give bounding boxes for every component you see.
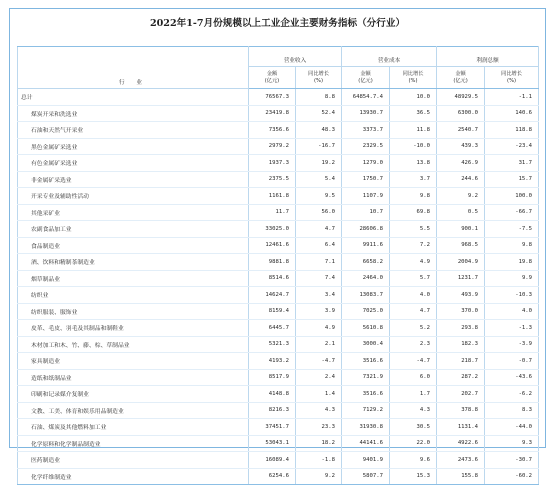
cell-cost-growth: 3.7: [390, 171, 437, 188]
cell-profit-growth: -30.7: [485, 452, 539, 469]
cell-cost-growth: -4.7: [390, 353, 437, 370]
industry-name: 煤炭开采和洗选业: [18, 105, 249, 122]
cell-profit-growth: 8.3: [485, 402, 539, 419]
column-header-revenue-amount: 金额 (亿元): [249, 67, 296, 89]
industry-name: 皮革、毛皮、羽毛及其制品和制鞋业: [18, 320, 249, 337]
cell-cost-growth: 4.9: [390, 254, 437, 271]
cell-cost-amount: 3516.6: [342, 386, 390, 403]
cell-cost-growth: 36.5: [390, 105, 437, 122]
table-row: [18, 336, 539, 353]
cell-cost-amount: 2329.5: [342, 138, 390, 155]
industry-name: 开采专业及辅助性活动: [18, 188, 249, 205]
cell-cost-growth: 15.3: [390, 468, 437, 485]
cell-cost-growth: -10.0: [390, 138, 437, 155]
table-row: [18, 452, 539, 469]
cell-profit-amount: 968.5: [437, 237, 485, 254]
cell-revenue-growth: 1.4: [296, 386, 342, 403]
cell-revenue-growth: 52.4: [296, 105, 342, 122]
table-frame: [9, 8, 546, 481]
cell-cost-amount: 1279.0: [342, 155, 390, 172]
table-row: [18, 303, 539, 320]
table-row: [18, 468, 539, 485]
cell-revenue-amount: 7356.6: [249, 122, 296, 139]
cell-profit-growth: -10.3: [485, 287, 539, 304]
cell-revenue-amount: 11.7: [249, 204, 296, 221]
cell-revenue-growth: 48.3: [296, 122, 342, 139]
cell-profit-amount: 48929.5: [437, 89, 485, 106]
table-row: [18, 419, 539, 436]
cell-cost-amount: 7321.9: [342, 369, 390, 386]
cell-cost-growth: 11.8: [390, 122, 437, 139]
cell-revenue-amount: 76567.3: [249, 89, 296, 106]
cell-revenue-growth: 6.4: [296, 237, 342, 254]
cell-revenue-growth: 8.8: [296, 89, 342, 106]
cell-cost-amount: 44141.6: [342, 435, 390, 452]
table-row: [18, 270, 539, 287]
cell-profit-amount: 439.3: [437, 138, 485, 155]
industry-name: 其他采矿业: [18, 204, 249, 221]
cell-profit-amount: 426.9: [437, 155, 485, 172]
cell-profit-amount: 900.1: [437, 221, 485, 238]
cell-cost-amount: 13083.7: [342, 287, 390, 304]
cell-profit-growth: -66.7: [485, 204, 539, 221]
cell-profit-amount: 287.2: [437, 369, 485, 386]
table-row: [18, 171, 539, 188]
page-title: 2022年1-7月份规模以上工业企业主要财务指标（分行业）: [149, 18, 406, 29]
column-header-profit-amount: 金额 (亿元): [437, 67, 485, 89]
cell-cost-growth: 7.2: [390, 237, 437, 254]
cell-revenue-amount: 23419.8: [249, 105, 296, 122]
cell-revenue-growth: 5.4: [296, 171, 342, 188]
cell-revenue-amount: 14624.7: [249, 287, 296, 304]
cell-cost-growth: 2.3: [390, 336, 437, 353]
cell-cost-amount: 3516.6: [342, 353, 390, 370]
cell-profit-growth: 118.8: [485, 122, 539, 139]
table-row: [18, 89, 539, 106]
industry-name: 印刷和记录媒介复制业: [18, 386, 249, 403]
industry-name: 石油、煤炭及其他燃料加工业: [18, 419, 249, 436]
cell-cost-amount: 5807.7: [342, 468, 390, 485]
cell-cost-growth: 5.5: [390, 221, 437, 238]
cell-revenue-amount: 6254.6: [249, 468, 296, 485]
cell-profit-amount: 1131.4: [437, 419, 485, 436]
cell-revenue-growth: 3.4: [296, 287, 342, 304]
cell-cost-growth: 4.3: [390, 402, 437, 419]
cell-profit-amount: 2473.6: [437, 452, 485, 469]
cell-revenue-amount: 1937.3: [249, 155, 296, 172]
industry-name: 医药制造业: [18, 452, 249, 469]
column-header-cost-growth: 同比增长 (%): [390, 67, 437, 89]
industry-name: 酒、饮料和精制茶制造业: [18, 254, 249, 271]
cell-revenue-growth: 19.2: [296, 155, 342, 172]
cell-cost-growth: 6.0: [390, 369, 437, 386]
cell-revenue-amount: 33025.0: [249, 221, 296, 238]
industry-name: 化学原料和化学制品制造业: [18, 435, 249, 452]
cell-cost-amount: 5610.8: [342, 320, 390, 337]
cell-revenue-growth: 23.3: [296, 419, 342, 436]
cell-revenue-growth: 56.0: [296, 204, 342, 221]
cell-revenue-growth: 2.4: [296, 369, 342, 386]
cell-revenue-growth: 4.7: [296, 221, 342, 238]
cell-profit-amount: 4922.6: [437, 435, 485, 452]
table-row: [18, 122, 539, 139]
table-row: [18, 402, 539, 419]
table-row: [18, 435, 539, 452]
cell-revenue-growth: -1.8: [296, 452, 342, 469]
cell-cost-amount: 9401.9: [342, 452, 390, 469]
cell-cost-growth: 1.7: [390, 386, 437, 403]
cell-cost-amount: 7129.2: [342, 402, 390, 419]
table-row: [18, 386, 539, 403]
cell-revenue-growth: 7.1: [296, 254, 342, 271]
table-row: [18, 320, 539, 337]
industry-name: 黑色金属矿采选业: [18, 138, 249, 155]
cell-revenue-growth: -16.7: [296, 138, 342, 155]
cell-profit-growth: -60.2: [485, 468, 539, 485]
cell-profit-amount: 293.8: [437, 320, 485, 337]
column-header-industry: 行 业: [18, 47, 249, 89]
cell-profit-amount: 6300.0: [437, 105, 485, 122]
column-header-revenue-growth: 同比增长 (%): [296, 67, 342, 89]
cell-revenue-growth: 18.2: [296, 435, 342, 452]
industry-name: 非金属矿采选业: [18, 171, 249, 188]
table-row: [18, 237, 539, 254]
cell-profit-growth: -3.9: [485, 336, 539, 353]
cell-profit-amount: 218.7: [437, 353, 485, 370]
cell-cost-amount: 28606.8: [342, 221, 390, 238]
cell-revenue-growth: 4.3: [296, 402, 342, 419]
industry-name: 造纸和纸制品业: [18, 369, 249, 386]
cell-profit-growth: 4.0: [485, 303, 539, 320]
cell-cost-growth: 5.7: [390, 270, 437, 287]
cell-revenue-growth: -4.7: [296, 353, 342, 370]
cell-cost-amount: 13930.7: [342, 105, 390, 122]
cell-revenue-amount: 9881.8: [249, 254, 296, 271]
cell-profit-amount: 378.8: [437, 402, 485, 419]
cell-profit-growth: 31.7: [485, 155, 539, 172]
cell-cost-growth: 9.8: [390, 188, 437, 205]
table-row: [18, 287, 539, 304]
industry-name: 家具制造业: [18, 353, 249, 370]
cell-revenue-amount: 37451.7: [249, 419, 296, 436]
cell-profit-growth: -1.1: [485, 89, 539, 106]
table-row: [18, 138, 539, 155]
cell-profit-growth: 15.7: [485, 171, 539, 188]
industry-name: 纺织服装、服饰业: [18, 303, 249, 320]
industry-name: 化学纤维制造业: [18, 468, 249, 485]
cell-profit-growth: -1.3: [485, 320, 539, 337]
table-row: [18, 221, 539, 238]
cell-profit-growth: 140.6: [485, 105, 539, 122]
column-header-profit-growth: 同比增长 (%): [485, 67, 539, 89]
financial-table: [17, 46, 539, 485]
cell-profit-amount: 244.6: [437, 171, 485, 188]
cell-cost-amount: 1750.7: [342, 171, 390, 188]
industry-name: 纺织业: [18, 287, 249, 304]
industry-name: 文教、工美、体育和娱乐用品制造业: [18, 402, 249, 419]
cell-profit-growth: -43.6: [485, 369, 539, 386]
cell-cost-growth: 4.7: [390, 303, 437, 320]
table-row: [18, 353, 539, 370]
cell-profit-growth: -7.5: [485, 221, 539, 238]
cell-cost-growth: 4.0: [390, 287, 437, 304]
cell-cost-amount: 64854.7.4: [342, 89, 390, 106]
cell-profit-amount: 2004.9: [437, 254, 485, 271]
cell-profit-growth: -23.4: [485, 138, 539, 155]
cell-revenue-growth: 2.1: [296, 336, 342, 353]
cell-cost-amount: 31930.8: [342, 419, 390, 436]
cell-revenue-amount: 6445.7: [249, 320, 296, 337]
cell-profit-growth: -6.2: [485, 386, 539, 403]
cell-profit-amount: 0.5: [437, 204, 485, 221]
cell-profit-growth: 9.8: [485, 237, 539, 254]
cell-cost-amount: 10.7: [342, 204, 390, 221]
cell-revenue-amount: 4193.2: [249, 353, 296, 370]
cell-cost-amount: 9911.6: [342, 237, 390, 254]
cell-revenue-amount: 8517.9: [249, 369, 296, 386]
cell-cost-growth: 5.2: [390, 320, 437, 337]
cell-cost-amount: 3373.7: [342, 122, 390, 139]
cell-profit-amount: 370.0: [437, 303, 485, 320]
cell-cost-growth: 13.8: [390, 155, 437, 172]
column-group-revenue: 营业收入: [249, 47, 342, 67]
cell-cost-amount: 6658.2: [342, 254, 390, 271]
cell-revenue-growth: 9.5: [296, 188, 342, 205]
cell-profit-amount: 9.2: [437, 188, 485, 205]
industry-name: 总计: [18, 89, 249, 106]
cell-profit-amount: 202.7: [437, 386, 485, 403]
cell-revenue-amount: 5321.3: [249, 336, 296, 353]
cell-revenue-amount: 2375.5: [249, 171, 296, 188]
cell-cost-amount: 2464.0: [342, 270, 390, 287]
cell-revenue-amount: 8514.6: [249, 270, 296, 287]
cell-revenue-growth: 4.9: [296, 320, 342, 337]
cell-profit-growth: 100.0: [485, 188, 539, 205]
cell-cost-growth: 22.0: [390, 435, 437, 452]
cell-profit-amount: 493.9: [437, 287, 485, 304]
cell-revenue-amount: 12461.6: [249, 237, 296, 254]
table-row: [18, 369, 539, 386]
column-group-cost: 营业成本: [342, 47, 437, 67]
cell-cost-growth: 69.8: [390, 204, 437, 221]
cell-profit-growth: 9.9: [485, 270, 539, 287]
cell-revenue-amount: 16089.4: [249, 452, 296, 469]
cell-profit-growth: -44.0: [485, 419, 539, 436]
cell-profit-amount: 182.3: [437, 336, 485, 353]
cell-profit-growth: -0.7: [485, 353, 539, 370]
cell-revenue-growth: 3.9: [296, 303, 342, 320]
cell-profit-growth: 9.3: [485, 435, 539, 452]
table-row: [18, 105, 539, 122]
cell-revenue-growth: 7.4: [296, 270, 342, 287]
cell-profit-amount: 155.8: [437, 468, 485, 485]
cell-cost-growth: 10.0: [390, 89, 437, 106]
industry-name: 有色金属矿采选业: [18, 155, 249, 172]
cell-cost-growth: 9.6: [390, 452, 437, 469]
cell-cost-amount: 3000.4: [342, 336, 390, 353]
cell-revenue-growth: 9.2: [296, 468, 342, 485]
cell-revenue-amount: 53043.1: [249, 435, 296, 452]
cell-revenue-amount: 1161.8: [249, 188, 296, 205]
cell-cost-amount: 1107.9: [342, 188, 390, 205]
table-row: [18, 204, 539, 221]
industry-name: 农副食品加工业: [18, 221, 249, 238]
industry-name: 木材加工和木、竹、藤、棕、草制品业: [18, 336, 249, 353]
cell-revenue-amount: 2979.2: [249, 138, 296, 155]
cell-revenue-amount: 8159.4: [249, 303, 296, 320]
cell-revenue-amount: 4148.8: [249, 386, 296, 403]
column-group-profit: 利润总额: [437, 47, 539, 67]
table-row: [18, 254, 539, 271]
industry-name: 食品制造业: [18, 237, 249, 254]
table-row: [18, 155, 539, 172]
header-row-groups: [18, 47, 539, 67]
cell-profit-amount: 1231.7: [437, 270, 485, 287]
industry-name: 烟草制品业: [18, 270, 249, 287]
industry-name: 石油和天然气开采业: [18, 122, 249, 139]
column-header-cost-amount: 金额 (亿元): [342, 67, 390, 89]
cell-cost-growth: 30.5: [390, 419, 437, 436]
cell-cost-amount: 7025.0: [342, 303, 390, 320]
cell-revenue-amount: 8216.3: [249, 402, 296, 419]
table-row: [18, 188, 539, 205]
cell-profit-amount: 2540.7: [437, 122, 485, 139]
cell-profit-growth: 19.8: [485, 254, 539, 271]
